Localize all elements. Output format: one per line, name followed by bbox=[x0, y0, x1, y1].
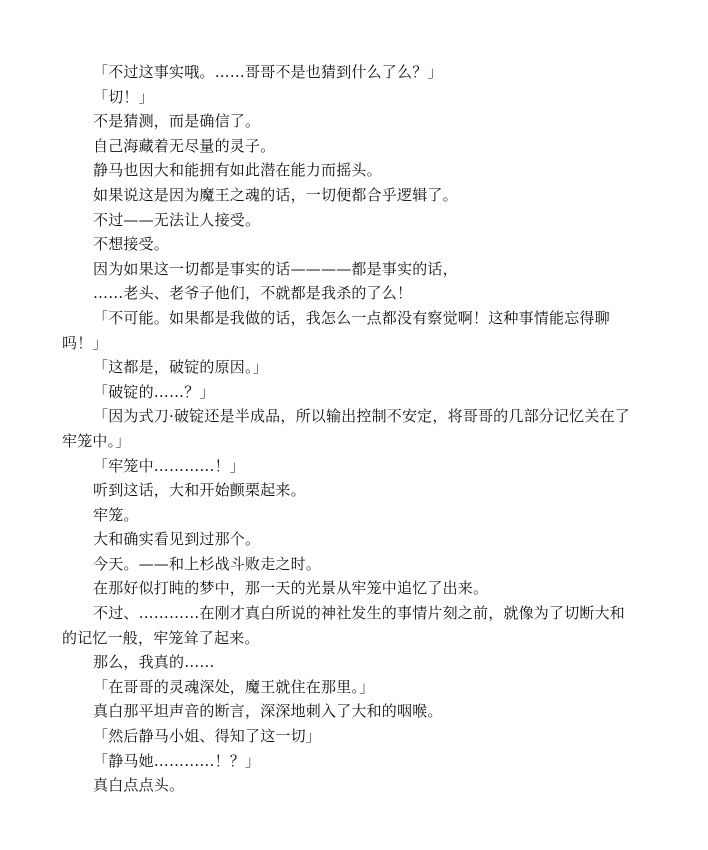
paragraph: 因为如果这一切都是事实的话————都是事实的话， bbox=[93, 259, 458, 278]
paragraph: 真白点点头。 bbox=[93, 776, 185, 795]
paragraph: 静马也因大和能拥有如此潜在能力而摇头。 bbox=[93, 161, 382, 180]
paragraph: 今天。——和上杉战斗败走之时。 bbox=[93, 554, 322, 573]
paragraph: 不是猜测，而是确信了。 bbox=[93, 112, 261, 131]
paragraph: 牢笼。 bbox=[93, 505, 139, 524]
paragraph: 「牢笼中…………！」 bbox=[93, 456, 246, 475]
paragraph: 「因为式刀·破锭还是半成品，所以输出控制不安定，将哥哥的几部分记忆关在了牢笼中。」 bbox=[62, 407, 630, 450]
paragraph: 「在哥哥的灵魂深处，魔王就住在那里。」 bbox=[93, 677, 375, 696]
paragraph: 「切！」 bbox=[93, 87, 154, 106]
paragraph: 「不过这事实哦。……哥哥不是也猜到什么了么？」 bbox=[93, 63, 443, 81]
paragraph: 真白那平坦声音的断言，深深地刺入了大和的咽喉。 bbox=[93, 702, 443, 721]
paragraph: 那么，我真的…… bbox=[93, 653, 215, 672]
paragraph: 「静马她…………！？」 bbox=[93, 751, 261, 770]
paragraph: 自己海藏着无尽量的灵子。 bbox=[93, 136, 276, 155]
paragraph: 不想接受。 bbox=[93, 235, 170, 254]
paragraph: 不过、…………在刚才真白所说的神社发生的事情片刻之前，就像为了切断大和的记忆一般，牢笼耸了起来。 bbox=[62, 604, 626, 647]
paragraph: 「不可能。如果都是我做的话，我怎么一点都没有察觉啊！这种事情能忘得聊吗！」 bbox=[62, 308, 610, 352]
document-page bbox=[62, 60, 634, 798]
paragraph: 不过——无法让人接受。 bbox=[93, 210, 261, 229]
paragraph: 「破锭的……？」 bbox=[93, 382, 215, 401]
paragraph: 「这都是，破锭的原因。」 bbox=[93, 358, 268, 377]
paragraph: 「然后静马小姐、得知了这一切」 bbox=[93, 727, 322, 746]
paragraph: 听到这话，大和开始颤栗起来。 bbox=[93, 481, 306, 500]
paragraph: 如果说这是因为魔王之魂的话，一切便都合乎逻辑了。 bbox=[93, 185, 458, 204]
paragraph: ……老头、老爷子他们，不就都是我杀的了么！ bbox=[93, 284, 413, 303]
paragraph: 大和确实看见到过那个。 bbox=[93, 530, 261, 549]
paragraph: 在那好似打盹的梦中，那一天的光景从牢笼中追忆了出来。 bbox=[93, 579, 489, 598]
